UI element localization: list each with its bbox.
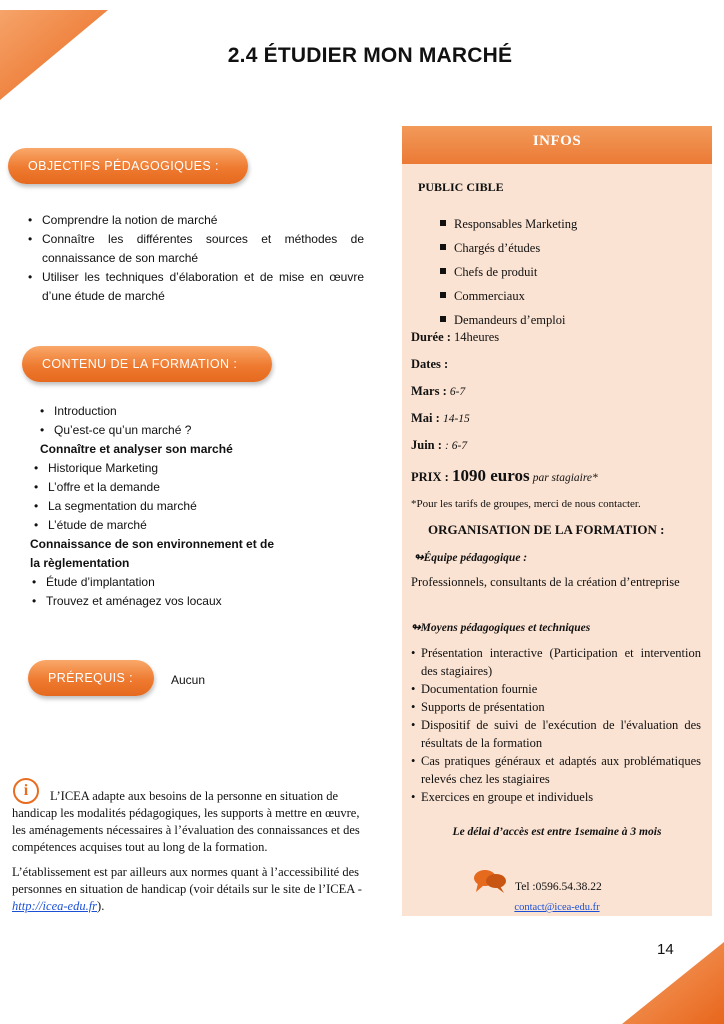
public-cible-label: PUBLIC CIBLE [418,180,504,194]
handicap-text-end: ). [97,899,105,913]
moyens-label [411,620,590,634]
duree-label: Durée : [411,330,451,344]
chat-bubbles-icon [472,868,508,898]
delai-acces: Le délai d’accès est entre 1semaine à 3 mois [452,826,662,838]
equipe-label [414,550,527,564]
moyens-label-text: Moyens pédagogiques et techniques [420,622,591,634]
handicap-paragraph: L’ICEA adapte aux besoins de la personne en situation de handicap les modalités pédagogiques, les supports à mettre en œuvre, les aménagements nécessaires à l’évaluation des connaissances et des compétences acquises tout au long de la formation. [12,789,360,854]
juin-label: Juin : [411,438,442,452]
mars-value: 6-7 [449,386,466,398]
list-item: • Cas pratiques généraux et adaptés aux problématiques relevés chez les stagiaires [411,752,701,788]
objectifs-heading: OBJECTIFS PÉDAGOGIQUES : [8,148,248,184]
list-item: Responsables Marketing [440,212,577,236]
list-item: • L’offre et la demande [34,478,326,497]
list-item: • L’étude de marché [34,516,326,535]
list-subheading: Connaissance de son environnement et de la règlementation [30,537,275,570]
page-number: 14 [657,941,674,958]
list-item: • Connaître les différentes sources et méthodes de connaissance de son marché [28,230,364,268]
contenu-heading: CONTENU DE LA FORMATION : [22,346,272,382]
mai-row [411,411,470,426]
pointer-icon: ↬ [414,552,424,564]
info-icon: i [13,778,39,804]
pointer-icon: ↬ [411,622,421,634]
organisation-heading: ORGANISATION DE LA FORMATION : [428,522,665,537]
mai-value: 14-15 [442,413,470,425]
list-item: • Exercices en groupe et individuels [411,788,701,806]
duree-row [411,330,499,345]
list-item: • Présentation interactive (Participation et intervention des stagiaires) [411,644,701,680]
list-item: Commerciaux [440,284,577,308]
list-item: • Historique Marketing [34,459,326,478]
list-item: Chefs de produit [440,260,577,284]
page-title: 2.4 ÉTUDIER MON MARCHÉ [227,44,513,67]
list-item: • Utiliser les techniques d’élaboration et de mise en œuvre d’une étude de marché [28,268,364,306]
list-item: • Qu’est-ce qu’un marché ? [40,421,326,440]
prix-suffix: par stagiaire* [532,472,598,484]
prerequis-heading: PRÉREQUIS : [28,660,154,696]
infos-heading: INFOS [402,126,712,164]
juin-row [411,438,467,453]
prerequis-value: Aucun [171,673,206,687]
handicap-notice [12,788,368,923]
moyens-list [411,644,701,806]
list-item: • Étude d’implantation [32,573,326,592]
telephone: Tel :0596.54.38.22 [515,881,602,893]
list-item: • Documentation fournie [411,680,701,698]
prix-row [411,466,598,486]
equipe-label-text: Équipe pédagogique : [423,552,528,564]
handicap-text: L’établissement est par ailleurs aux normes quant à l’accessibilité des personnes en situation de handicap (voir détails sur le site de l’ICEA - [12,865,362,896]
dates-label: Dates : [411,357,449,371]
icea-website-link[interactable]: http://icea-edu.fr [12,899,98,913]
mars-label: Mars : [411,384,447,398]
public-cible-list [440,212,577,332]
duree-value: 14heures [454,330,500,344]
list-item: • Comprendre la notion de marché [28,211,364,230]
list-subheading: Connaître et analyser son marché [40,442,233,456]
list-item: Demandeurs d’emploi [440,308,577,332]
dates-row [411,357,448,372]
list-item: Chargés d’études [440,236,577,260]
prix-label: PRIX : [411,470,449,484]
handicap-paragraph-2 [12,864,368,915]
objectifs-list [28,211,364,306]
infos-panel [402,126,712,916]
contenu-list [26,402,326,611]
equipe-text: Professionnels, consultants de la création d’entreprise [411,575,680,589]
mai-label: Mai : [411,411,440,425]
list-item: • Dispositif de suivi de l'exécution de l'évaluation des résultats de la formation [411,716,701,752]
juin-value: : 6-7 [445,440,468,452]
mars-row [411,384,465,399]
list-item: • Trouvez et aménagez vos locaux [32,592,326,611]
tarifs-note: *Pour les tarifs de groupes, merci de nous contacter. [411,498,641,510]
list-item: • La segmentation du marché [34,497,326,516]
email-link[interactable]: contact@icea-edu.fr [514,902,600,913]
prix-value: 1090 euros [451,466,530,485]
list-item: • Introduction [40,402,326,421]
list-item: • Supports de présentation [411,698,701,716]
